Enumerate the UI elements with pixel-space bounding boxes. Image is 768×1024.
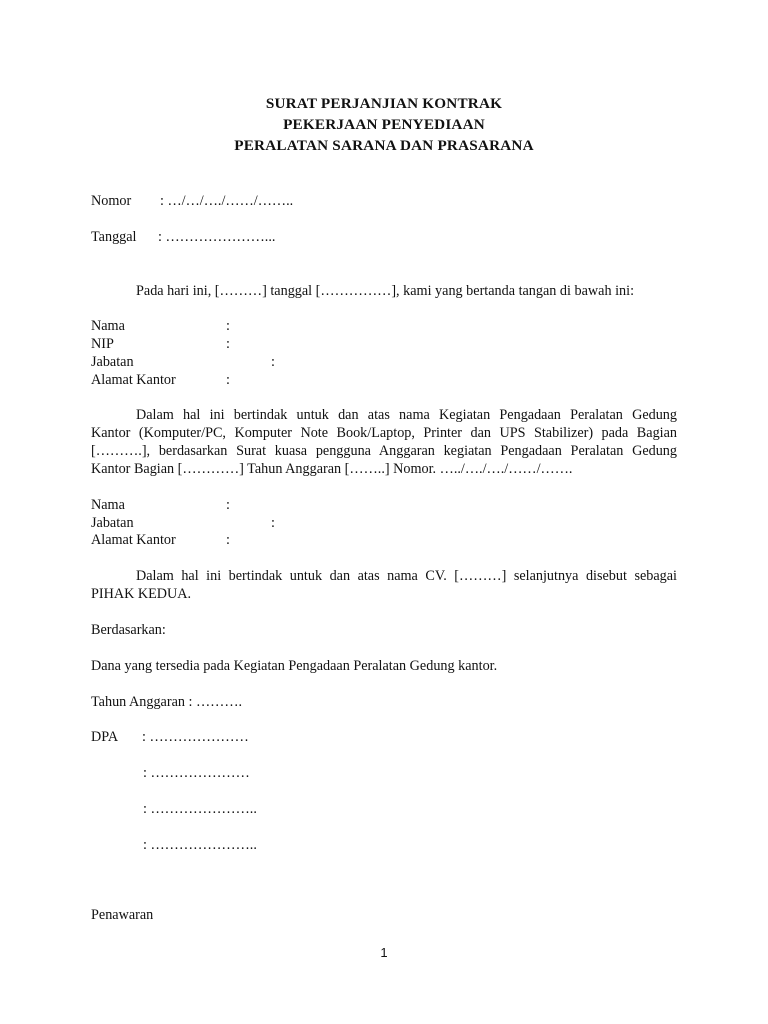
party1-paragraph-line-3: [……….], berdasarkan Surat kuasa pengguna Anggaran kegiatan Pengadaan Peralatan Gedung bbox=[91, 443, 677, 459]
party1-nip-colon: : bbox=[226, 336, 230, 352]
party1-alamat-colon: : bbox=[226, 372, 230, 388]
party1-alamat-label: Alamat Kantor bbox=[91, 372, 176, 388]
document-title-line-3: PERALATAN SARANA DAN PRASARANA bbox=[234, 137, 534, 154]
dpa-value-4: : ………………….. bbox=[143, 837, 257, 853]
opening-statement: Pada hari ini, [………] tanggal [……………], kami yang bertanda tangan di bawah ini: bbox=[136, 283, 635, 299]
nomor-label: Nomor bbox=[91, 193, 132, 209]
party2-paragraph-line-2: PIHAK KEDUA. bbox=[91, 586, 192, 602]
party1-paragraph-line-1: Dalam hal ini bertindak untuk dan atas nama Kegiatan Pengadaan Peralatan Gedung bbox=[136, 407, 677, 423]
tanggal-value: : …………………... bbox=[158, 229, 276, 245]
party1-nama-label: Nama bbox=[91, 318, 125, 334]
tanggal-label: Tanggal bbox=[91, 229, 137, 245]
tahun-anggaran-line: Tahun Anggaran : ………. bbox=[91, 694, 243, 710]
party1-jabatan-label: Jabatan bbox=[91, 354, 134, 370]
party2-nama-colon: : bbox=[226, 497, 230, 513]
dpa-value-2: : ………………… bbox=[143, 765, 250, 781]
party1-paragraph-line-4: Kantor Bagian […………] Tahun Anggaran [……..] Nomor. …../…./…./……/……. bbox=[91, 461, 573, 477]
party1-paragraph-line-2: Kantor (Komputer/PC, Komputer Note Book/Laptop, Printer dan UPS Stabilizer) pada Bagian bbox=[91, 425, 677, 441]
berdasarkan-heading: Berdasarkan: bbox=[91, 622, 166, 638]
dpa-label: DPA bbox=[91, 729, 119, 745]
party2-alamat-colon: : bbox=[226, 532, 230, 548]
page-number: 1 bbox=[380, 945, 388, 960]
party2-jabatan-label: Jabatan bbox=[91, 515, 134, 531]
dpa-value-3: : ………………….. bbox=[143, 801, 257, 817]
party2-jabatan-colon: : bbox=[271, 515, 275, 531]
party2-nama-label: Nama bbox=[91, 497, 125, 513]
document-title-line-1: SURAT PERJANJIAN KONTRAK bbox=[265, 95, 503, 112]
document-title-line-2: PEKERJAAN PENYEDIAAN bbox=[283, 116, 485, 133]
penawaran-heading: Penawaran bbox=[91, 907, 154, 923]
party1-jabatan-colon: : bbox=[271, 354, 275, 370]
dana-statement: Dana yang tersedia pada Kegiatan Pengadaan Peralatan Gedung kantor. bbox=[91, 658, 498, 674]
party2-paragraph-line-1: Dalam hal ini bertindak untuk dan atas nama CV. [………] selanjutnya disebut sebagai bbox=[136, 568, 677, 584]
party2-alamat-label: Alamat Kantor bbox=[91, 532, 176, 548]
nomor-value: : …/…/…./……/…….. bbox=[160, 193, 294, 209]
dpa-value-1: : ………………… bbox=[142, 729, 249, 745]
party1-nip-label: NIP bbox=[91, 336, 114, 352]
party1-nama-colon: : bbox=[226, 318, 230, 334]
